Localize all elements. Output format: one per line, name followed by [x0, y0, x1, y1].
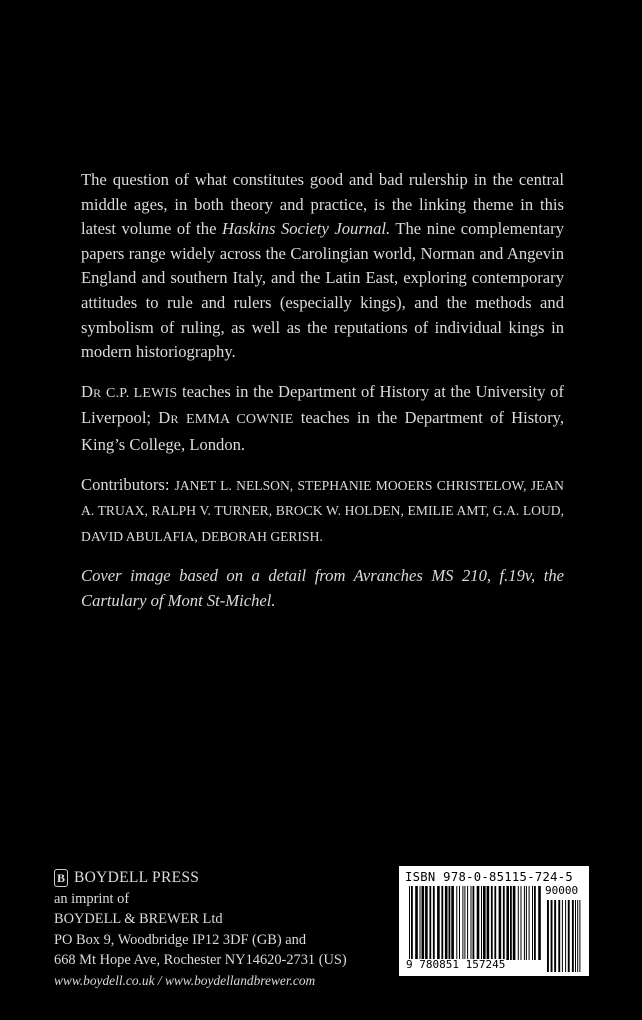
barcode-bar — [524, 886, 525, 960]
address-us: 668 Mt Hope Ave, Rochester NY14620-2731 (US) — [54, 952, 347, 968]
isbn-barcode — [399, 866, 589, 976]
barcode-bar — [481, 886, 482, 960]
isbn-label: ISBN 978-0-85115-724-5 — [405, 870, 574, 884]
barcode-bar — [551, 900, 553, 972]
barcode-bar — [459, 886, 460, 960]
barcode-bar — [425, 886, 428, 960]
barcode-bar — [579, 900, 580, 972]
barcode-bar — [483, 886, 486, 960]
editor2-name: EMMA COWNIE — [185, 412, 294, 428]
editor2-title: Dr — [158, 408, 179, 428]
barcode-bar — [441, 886, 443, 960]
editors-paragraph — [81, 380, 564, 458]
barcode-bar — [491, 886, 493, 960]
barcode-bar — [547, 900, 549, 972]
barcode-bar — [494, 886, 496, 960]
barcode-bar — [554, 900, 556, 972]
barcode-ean-digits: 9 780851 157245 — [406, 958, 506, 971]
barcode-bar — [534, 886, 536, 960]
barcode-bar — [471, 886, 472, 960]
contributors-paragraph — [81, 473, 564, 550]
barcode-bar — [532, 886, 533, 960]
barcode-bar — [437, 886, 440, 960]
barcode-bar — [577, 900, 578, 972]
barcode-bar — [510, 886, 512, 960]
contributors-label: Contributors: — [81, 474, 175, 494]
editor1-title: Dr — [81, 381, 102, 401]
barcode-bar — [572, 900, 574, 972]
barcode-bar — [415, 886, 418, 960]
barcode-bar — [506, 886, 509, 960]
description-text-b: The nine complementary papers range widely across the Carolingian world, Norman and Angevin England and southern Italy, and the Latin East, exploring contemporary attitudes to rule and rulers (especially kings), and the methods and symbolism of ruling, as well as the reputations of individual kings in modern historiography. — [81, 219, 564, 362]
barcode-bar — [445, 886, 448, 960]
barcode-bar — [575, 900, 576, 972]
barcode-bar — [429, 886, 431, 960]
barcode-bar — [562, 900, 563, 972]
barcode-bar — [503, 886, 505, 960]
publisher-imprint — [54, 868, 394, 991]
barcode-bar — [411, 886, 413, 960]
publisher-name: BOYDELL & BREWER Ltd — [54, 911, 223, 927]
press-name: BOYDELL PRESS — [74, 869, 200, 886]
description-text-a: The question of what constitutes good and bad rulership in the central middle ages, in both theory and practice, is the linking theme in this latest volume of the — [81, 170, 564, 239]
editor1-name: C.P. LEWIS — [106, 385, 178, 401]
barcode-bar — [449, 886, 451, 960]
imprint-line: an imprint of — [54, 890, 130, 907]
barcode-bar — [464, 886, 465, 960]
address-uk: PO Box 9, Woodbridge IP12 3DF (GB) and — [54, 931, 307, 948]
barcode-bar — [526, 886, 527, 960]
journal-title: Haskins Society Journal. — [221, 219, 391, 239]
barcode-bar — [499, 886, 502, 960]
barcode-bar — [473, 886, 475, 960]
cover-note: Cover image based on a detail from Avranches MS 210, f.19v, the Cartulary of Mont St-Michel. — [81, 566, 564, 610]
barcode-bar — [538, 886, 541, 960]
barcode-bar — [487, 886, 490, 960]
barcode-bar — [529, 886, 530, 960]
barcode-bar — [462, 886, 463, 960]
barcode-bar — [518, 886, 519, 960]
barcode-addon-digits: 90000 — [545, 884, 579, 897]
barcode-bar — [456, 886, 457, 960]
barcode-bar — [420, 886, 421, 960]
description-paragraph — [81, 168, 564, 365]
back-cover-blurb — [81, 168, 564, 629]
barcode-bar — [521, 886, 522, 960]
barcode-bar — [565, 900, 566, 972]
publisher-logo-row — [54, 868, 394, 889]
barcode-bar — [451, 886, 454, 960]
barcode-bar — [477, 886, 480, 960]
barcode-bar — [467, 886, 468, 960]
barcode-bar — [558, 900, 560, 972]
barcode-bar — [513, 886, 516, 960]
editor1-text: teaches in the Department of History at the University of Liverpool; — [81, 381, 564, 428]
boydell-logo-icon: B — [54, 869, 68, 887]
barcode-bar — [433, 886, 435, 960]
publisher-websites: www.boydell.co.uk / www.boydellandbrewer.com — [54, 972, 316, 988]
barcode-bar — [422, 886, 425, 960]
contributors-list: JANET L. NELSON, STEPHANIE MOOERS CHRISTELOW, JEAN A. TRUAX, RALPH V. TURNER, BROCK W. HOLDEN, EMILIE AMT, G.A. LOUD, DAVID ABULAFIA, DEBORAH GERISH. — [81, 477, 565, 544]
barcode-bar — [409, 886, 410, 960]
editor2-text: teaches in the Department of History, King’s College, London. — [81, 408, 564, 454]
barcode-bar — [568, 900, 570, 972]
